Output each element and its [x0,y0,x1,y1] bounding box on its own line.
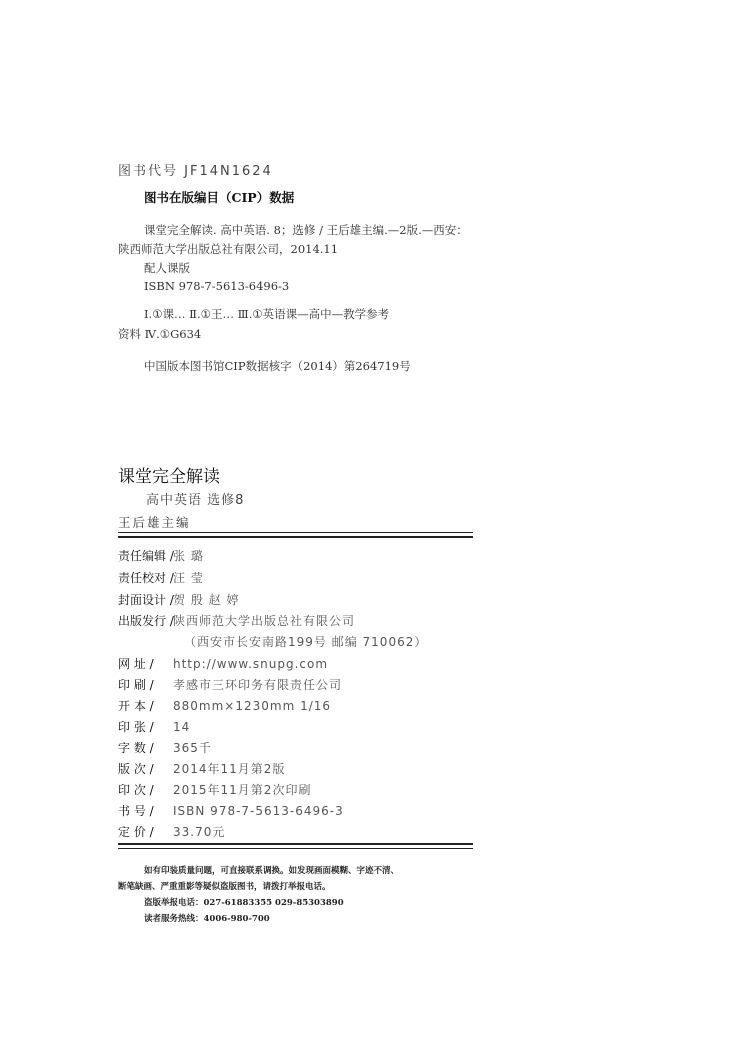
colophon-label: 定 价 / [118,825,154,839]
colophon-value: （西安市长安南路199号 邮编 710062） [184,635,428,649]
colophon-label: 印 次 / [118,783,154,797]
cip-classification-2: 资料 Ⅳ.①G634 [118,327,202,341]
notice-line-2: 断笔缺画、严重重影等疑似盗版图书，请拨打举报电话。 [118,882,331,892]
colophon-value: 孝感市三环印务有限责任公司 [173,678,343,692]
notice-line-3: 盗版举报电话：027-61883355 029-85303890 [144,898,344,908]
colophon-value: 张 璐 [173,549,204,563]
book-subtitle: 高中英语 选修8 [146,493,245,508]
colophon-label: 印 刷 / [118,678,154,692]
editor-line: 王后雄主编 [118,515,191,530]
colophon-row [118,697,331,715]
rule-bottom-thin [118,848,473,849]
colophon-label: 责任编辑 / [118,549,174,563]
cip-classification-1: Ⅰ.①课… Ⅱ.①王… Ⅲ.①英语课—高中—教学参考 [144,307,390,321]
colophon-value: 14 [173,720,191,734]
colophon-value: 33.70元 [173,825,226,839]
notice-line-1: 如有印装质量问题，可直接联系调换。如发现画面模糊、字迹不清、 [144,866,400,876]
colophon-row [118,802,344,820]
rule-top-thick [118,536,473,538]
colophon-label: 网 址 / [118,657,154,671]
book-code: 图书代号 JF14N1624 [118,164,273,179]
cip-line-4: ISBN 978-7-5613-6496-3 [144,279,290,293]
cip-heading: 图书在版编目（CIP）数据 [144,190,295,205]
rule-top-thin [118,532,473,533]
colophon-row [118,823,225,841]
colophon-row [118,612,355,630]
colophon-row [118,655,328,673]
colophon-value: 2015年11月第2次印刷 [173,783,312,797]
colophon-row [118,781,311,799]
colophon-value: 陕西师范大学出版总社有限公司 [173,614,356,628]
colophon-row [118,718,190,736]
cip-line-3: 配人课版 [144,261,190,275]
colophon-row [118,676,342,694]
colophon-value: 365千 [173,741,212,755]
book-title: 课堂完全解读 [118,467,220,487]
notice-line-4: 读者服务热线：4006-980-700 [144,914,270,924]
colophon-row [118,760,285,778]
cip-line-1: 课堂完全解读. 高中英语. 8；选修 / 王后雄主编.—2版.—西安： [144,223,468,237]
colophon-row [184,633,427,651]
colophon-value: 880mm×1230mm 1/16 [173,699,332,713]
colophon-label: 开 本 / [118,699,154,713]
colophon-value: 汪 莹 [173,571,204,585]
colophon-label: 书 号 / [118,804,154,818]
colophon-value: 贺 殷 赵 婷 [173,593,240,607]
colophon-label: 版 次 / [118,762,154,776]
colophon-value: 2014年11月第2版 [173,762,286,776]
colophon-label: 责任校对 / [118,571,174,585]
cip-line-2: 陕西师范大学出版总社有限公司，2014.11 [118,242,339,256]
rule-bottom-thick [118,843,473,845]
colophon-label: 出版发行 / [118,614,174,628]
colophon-value: ISBN 978-7-5613-6496-3 [173,804,344,818]
cip-verification: 中国版本图书馆CIP数据核字（2014）第264719号 [144,359,411,373]
colophon-label: 封面设计 / [118,593,174,607]
colophon-value: http://www.snupg.com [173,657,329,671]
colophon-label: 印 张 / [118,720,154,734]
colophon-row [118,739,212,757]
colophon-label: 字 数 / [118,741,154,755]
colophon-row [118,591,239,609]
colophon-row [118,569,204,587]
colophon-row [118,547,204,565]
